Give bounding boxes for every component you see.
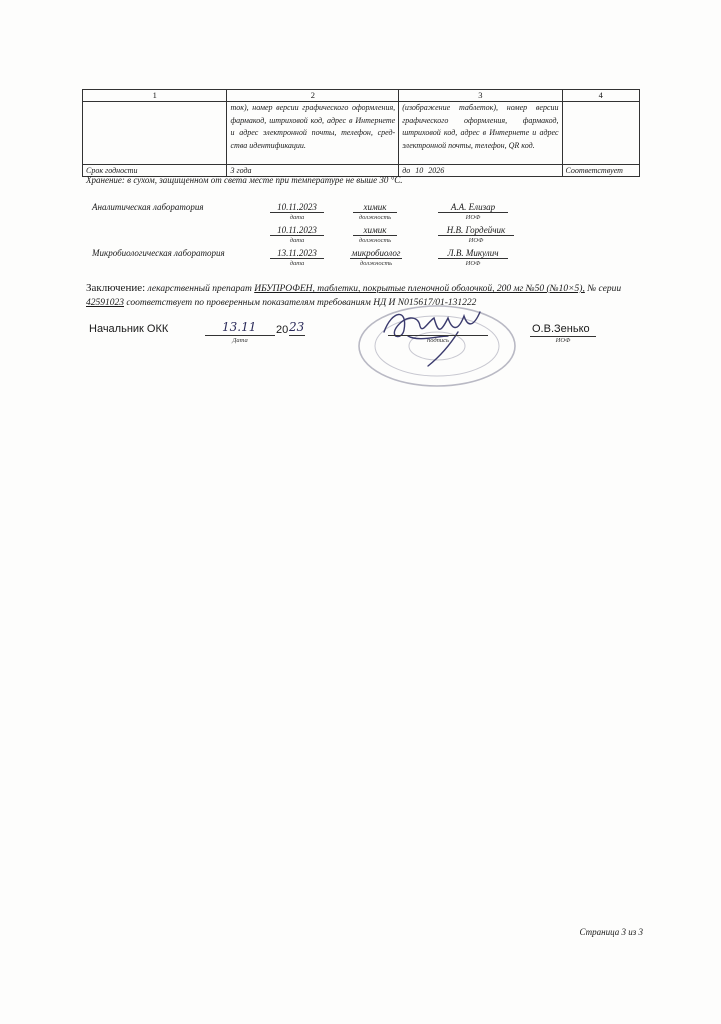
page-number: Страница 3 из 3 — [579, 927, 643, 937]
conclusion-product: ИБУПРОФЕН, таблетки, покрытые пленочной оболочкой, 200 мг №50 (№10×5), — [254, 284, 585, 294]
caption-date: дата — [289, 260, 305, 267]
conclusion-text: соответствует по проверенным показателям требованиям — [124, 298, 374, 308]
handwritten-date: 13.11 — [222, 320, 257, 334]
table-cell: Срок годности — [83, 165, 227, 177]
table-cell: ток), номер версии графического оформления, фармакод, штриховой код, адрес в Интернете и адрес электронной почты, телефон, сред-ства идентификации. — [227, 102, 399, 165]
table-cell: 3 года — [227, 165, 399, 177]
conclusion-series: 42591023 — [86, 298, 124, 308]
table-cell: до 10 2026 — [399, 165, 562, 177]
year-prefix: 20 — [276, 324, 289, 336]
table-row — [83, 102, 640, 165]
lab-date: 13.11.2023 — [270, 248, 324, 259]
lab-person: А.А. Елизар — [438, 202, 508, 213]
caption-date: дата — [289, 237, 305, 244]
caption-name: ИОФ — [465, 260, 481, 267]
caption-name: ИОФ — [555, 337, 571, 344]
results-table — [82, 89, 640, 177]
table-cell: Соответствует — [562, 165, 639, 177]
lab-name: Микробиологическая лаборатория — [92, 248, 225, 258]
header-cell: 1 — [83, 90, 227, 102]
lab-date: 10.11.2023 — [270, 225, 324, 236]
caption-signature: подпись — [426, 337, 450, 344]
lab-person: Л.В. Микулич — [438, 248, 508, 259]
header-cell: 4 — [562, 90, 639, 102]
lab-position: химик — [353, 225, 397, 236]
table-cell: (изображение таблеток), номер версии графического оформления, фармакод, штриховой код, адрес в Интернете и адрес электронной почты, телефон, QR код. — [399, 102, 562, 165]
caption-date: Дата — [232, 337, 248, 344]
lab-date: 10.11.2023 — [270, 202, 324, 213]
caption-name: ИОФ — [468, 237, 484, 244]
year-line — [289, 335, 305, 336]
date-line — [205, 335, 275, 336]
conclusion-lead: Заключение: — [86, 282, 146, 294]
conclusion-text: лекарственный препарат — [145, 284, 255, 294]
lab-position: микробиолог — [351, 248, 401, 258]
caption-date: дата — [289, 214, 305, 221]
caption-position: должность — [358, 237, 392, 244]
signatory-name: О.В.Зенько — [532, 323, 590, 335]
caption-position: должность — [359, 260, 393, 267]
storage-conditions: Хранение: в сухом, защищенном от света месте при температуре не выше 30 °С. — [86, 175, 403, 185]
lab-name: Аналитическая лаборатория — [92, 202, 204, 212]
conclusion-text: № серии — [584, 284, 622, 294]
caption-position: должность — [358, 214, 392, 221]
table-cell — [83, 102, 227, 165]
handwritten-year: 23 — [289, 320, 305, 334]
lab-person: Н.В. Гордейчик — [438, 225, 514, 236]
caption-name: ИОФ — [465, 214, 481, 221]
conclusion-nd: НД И N015617/01-131222 — [373, 298, 477, 308]
lab-position: химик — [353, 202, 397, 213]
table-cell — [562, 102, 639, 165]
handwritten-signature — [378, 302, 488, 370]
signature-line — [388, 335, 488, 336]
header-cell: 2 — [227, 90, 399, 102]
header-cell: 3 — [399, 90, 562, 102]
table-header-row — [83, 90, 640, 102]
signature-title: Начальник ОКК — [89, 323, 169, 335]
